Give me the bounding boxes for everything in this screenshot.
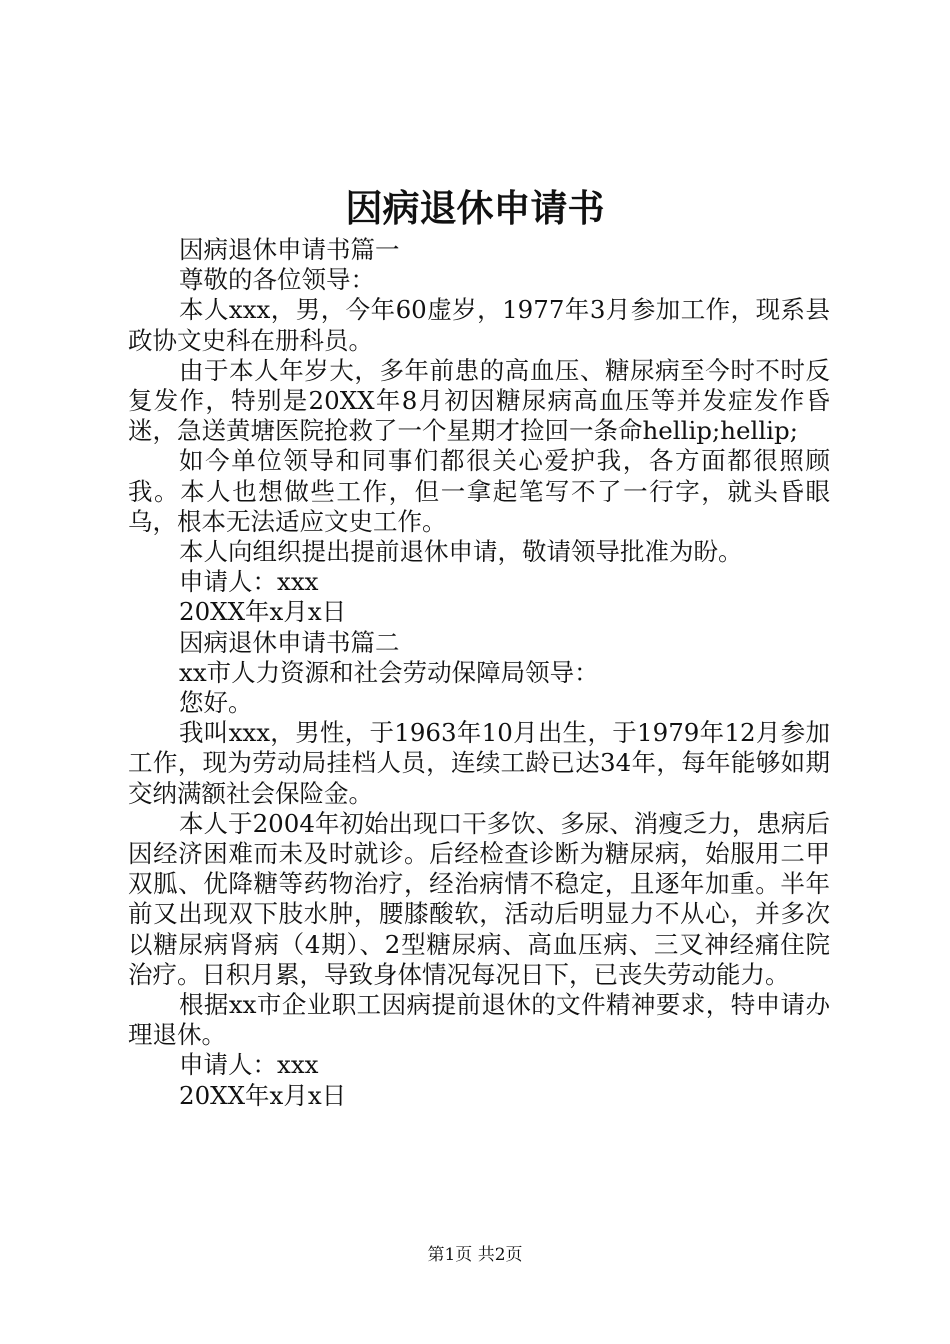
paragraph: 本人于2004年初始出现口干多饮、多尿、消瘦乏力，患病后因经济困难而未及时就诊。后经检查诊断为糖尿病，始服用二甲双胍、优降糖等药物治疗，经治病情不稳定，且逐年加重。半年前又出现双下肢水肿，腰膝酸软，活动后明显力不从心，并多次以糖尿病肾病（4期）、2型糖尿病、高血压病、三叉神经痛住院治疗。日积月累，导致身体情况每况日下，已丧失劳动能力。 bbox=[128, 808, 830, 989]
section-heading-2: 因病退休申请书篇二 bbox=[179, 627, 400, 657]
paragraph: 如今单位领导和同事们都很关心爱护我，各方面都很照顾我。本人也想做些工作，但一拿起笔写不了一行字，就头昏眼乌，根本无法适应文史工作。 bbox=[128, 446, 830, 536]
document-title: 因病退休申请书 bbox=[345, 186, 605, 230]
paragraph: 本人向组织提出提前退休申请，敬请领导批准为盼。 bbox=[179, 537, 743, 567]
page-indicator: 第1页 共2页 bbox=[427, 1245, 523, 1265]
applicant-line-2: 申请人：xxx bbox=[179, 1050, 319, 1080]
applicant-line-1: 申请人：xxx bbox=[179, 567, 319, 597]
salutation-1: 尊敬的各位领导： bbox=[179, 265, 375, 295]
paragraph: 本人xxx，男，今年60虚岁，1977年3月参加工作，现系县政协文史科在册科员。 bbox=[128, 295, 830, 355]
document-body bbox=[128, 235, 830, 1111]
date-line-1: 20XX年x月x日 bbox=[179, 597, 347, 627]
paragraph: 我叫xxx，男性，于1963年10月出生，于1979年12月参加工作，现为劳动局挂档人员，连续工龄已达34年，每年能够如期交纳满额社会保险金。 bbox=[128, 718, 830, 808]
paragraph: 根据xx市企业职工因病提前退休的文件精神要求，特申请办理退休。 bbox=[128, 990, 830, 1050]
section-heading-1: 因病退休申请书篇一 bbox=[179, 235, 400, 264]
salutation-2: xx市人力资源和社会劳动保障局领导： bbox=[179, 657, 599, 687]
date-line-2: 20XX年x月x日 bbox=[179, 1080, 347, 1110]
greeting: 您好。 bbox=[179, 688, 253, 718]
paragraph: 由于本人年岁大，多年前患的高血压、糖尿病至今时不时反复发作，特别是20XX年8月初因糖尿病高血压等并发症发作昏迷，急送黄塘医院抢救了一个星期才捡回一条命hellip;hellip; bbox=[128, 355, 830, 446]
